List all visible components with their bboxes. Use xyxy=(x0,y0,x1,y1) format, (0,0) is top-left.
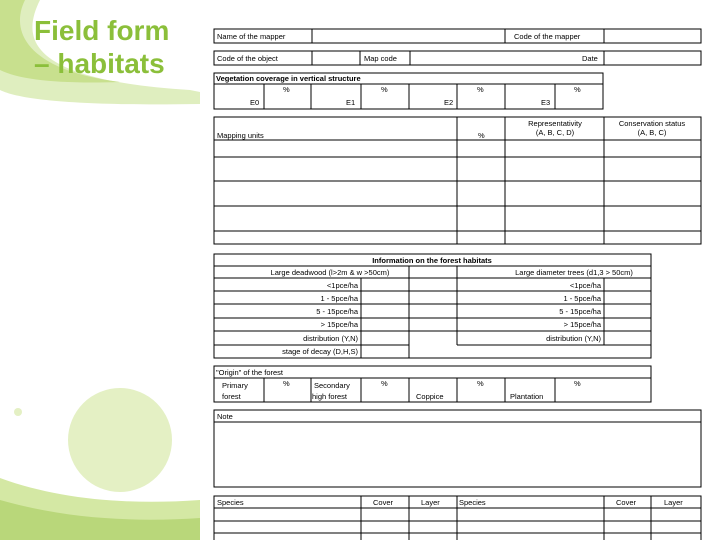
deadwood-row-2: 1 - 5pce/ha xyxy=(320,294,358,303)
diameter-row-2: 1 - 5pce/ha xyxy=(563,294,601,303)
deadwood-row-1: <1pce/ha xyxy=(326,281,358,290)
plantation-label: Plantation xyxy=(510,392,544,401)
deadwood-row-4: > 15pce/ha xyxy=(320,320,358,329)
deadwood-row-5: distribution (Y,N) xyxy=(303,334,358,343)
diameter-row-4: > 15pce/ha xyxy=(563,320,601,329)
representativity-options: (A, B, C, D) xyxy=(535,128,575,137)
conservation-label: Conservation status xyxy=(618,119,686,128)
origin-pct-4: % xyxy=(574,379,581,388)
form-background xyxy=(210,24,706,540)
secondary-label: Secondary xyxy=(314,381,350,390)
vegetation-title: Vegetation coverage in vertical structure xyxy=(216,74,361,83)
code-object-label: Code of the object xyxy=(217,54,278,63)
cover-header-2: Cover xyxy=(616,498,637,507)
deadwood-row-6: stage of decay (D,H,S) xyxy=(282,347,358,356)
origin-pct-1: % xyxy=(283,379,290,388)
deadwood-title: Large deadwood (l>2m & w >50cm) xyxy=(270,268,390,277)
diameter-row-1: <1pce/ha xyxy=(569,281,601,290)
primary-label: Primary xyxy=(222,381,248,390)
title-line-2: – habitats xyxy=(34,48,165,79)
diameter-row-3: 5 - 15pce/ha xyxy=(559,307,601,316)
species-header-1: Species xyxy=(217,498,244,507)
diameter-row-5: distribution (Y,N) xyxy=(546,334,601,343)
conservation-options: (A, B, C) xyxy=(637,128,667,137)
layer-e1: E1 xyxy=(346,98,356,107)
title-line-1: Field form xyxy=(34,15,170,46)
layer-e2: E2 xyxy=(444,98,454,107)
layer-header-1: Layer xyxy=(421,498,440,507)
primary-forest-label: forest xyxy=(222,392,241,401)
name-mapper-label: Name of the mapper xyxy=(217,32,286,41)
cover-header-1: Cover xyxy=(373,498,394,507)
mapping-pct-label: % xyxy=(478,131,485,140)
note-label: Note xyxy=(217,412,233,421)
date-label: Date xyxy=(582,54,598,63)
layer-e3: E3 xyxy=(541,98,551,107)
deadwood-row-3: 5 - 15pce/ha xyxy=(316,307,358,316)
layer-header-2: Layer xyxy=(664,498,683,507)
vegetation-pct-3: % xyxy=(477,85,484,94)
vegetation-pct-1: % xyxy=(283,85,290,94)
forest-info-title: Information on the forest habitats xyxy=(372,256,492,265)
origin-pct-3: % xyxy=(477,379,484,388)
secondary-forest-label: high forest xyxy=(312,392,348,401)
origin-pct-2: % xyxy=(381,379,388,388)
code-mapper-label: Code of the mapper xyxy=(514,32,581,41)
species-header-2: Species xyxy=(459,498,486,507)
vegetation-pct-4: % xyxy=(574,85,581,94)
mapping-units-label: Mapping units xyxy=(217,131,264,140)
representativity-label: Representativity xyxy=(528,119,582,128)
vegetation-pct-2: % xyxy=(381,85,388,94)
diameter-title: Large diameter trees (d1,3 > 50cm) xyxy=(515,268,633,277)
coppice-label: Coppice xyxy=(416,392,444,401)
map-code-label: Map code xyxy=(364,54,397,63)
layer-e0: E0 xyxy=(250,98,260,107)
origin-title: "Origin" of the forest xyxy=(216,368,284,377)
